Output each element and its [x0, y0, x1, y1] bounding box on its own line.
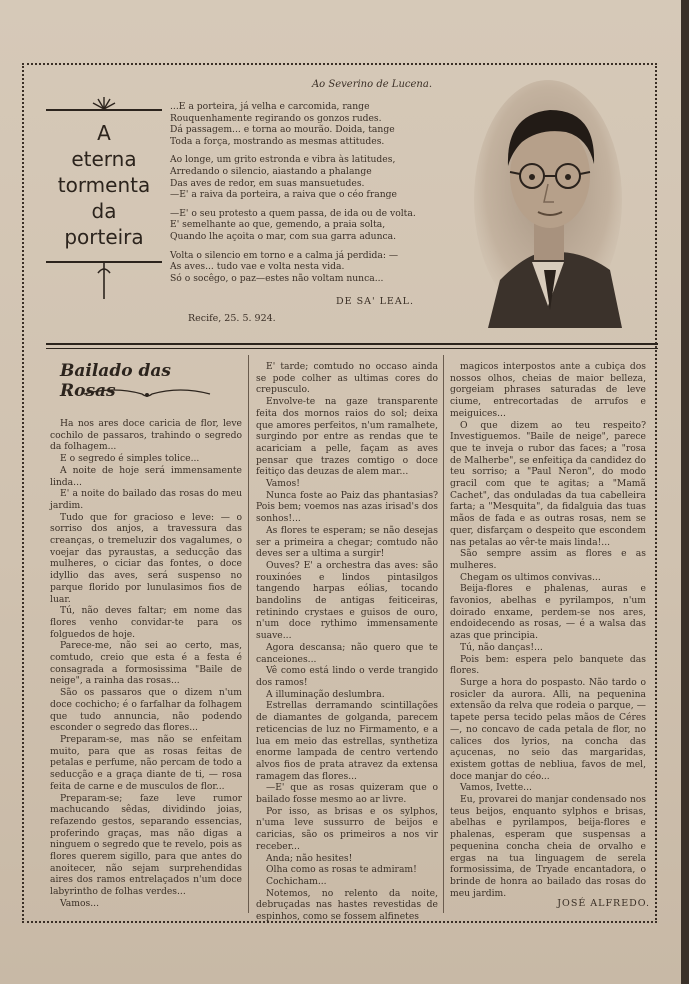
title-line: A: [97, 121, 111, 145]
section-rule-thin: [46, 348, 658, 349]
paragraph: A illuminação deslumbra.: [266, 688, 385, 700]
paragraph: Anda; não hesites!: [266, 852, 353, 864]
poem-line: Ao longe, um grito estronda e vibra às latitudes,: [170, 154, 396, 166]
paragraph: Ouves? E' a orchestra das aves: são rouxinóes e lindos pintasilgos tangendo harpas eólias, tocando bandolins de antigas feiticeiras, retinindo crystaes e guisos de ouro, n'um doce rythimo immensamente suave...: [256, 559, 438, 642]
poem-stanza: [170, 154, 440, 200]
paragraph: Tú, não deves faltar; em nome das flores venho convidar-te para os folguedos de hoje.: [50, 605, 242, 640]
paragraph: São sempre assim as flores e as mulheres.: [450, 548, 646, 571]
paragraph: São os passaros que o dizem n'um doce cochicho; é o farfalhar da folhagem que tudo annuncia, não podendo esconder o segredo das flores...: [50, 687, 242, 734]
poem-body: [170, 101, 440, 291]
poem-line: As aves... tudo vae e volta nesta vida.: [170, 261, 345, 273]
paragraph: Eu, provarei do manjar condensado nos teus beijos, enquanto sylphos e brisas, abelhas e pyrilampos, beija-flores e phalenas, esperam que suspensas a pequenina concha cheia de orvalho e ergas na tua linguagem de serela formosissima, de Tryade encantadora, o brinde de honra ao bailado das rosas do meu jardim.: [450, 794, 646, 899]
paragraph: Vamos...: [60, 897, 99, 909]
paragraph: O que dizem ao teu respeito? Investiguemos. "Baile de neige", parece que te inveja o rubor das faces; a "rosa de Malherbe", se enfeitiça da candidez do teu sorriso; a "Paul Neron", do modo gracil com que te agitas; a "Mamã Cachet", das onduladas da tua cabelleira farta; a "Mesquita", da fidalguia das tuas mãos de fada e as outras rosas, nem se quer, disfarçam o despeito que escondem nas petalas ao vêr-te mais linda!...: [450, 419, 646, 548]
article-column-2: [256, 361, 438, 923]
paragraph: Surge a hora do pospasto. Não tardo o rosicler da aurora. Alli, na pequenina extensão da relva que rodeia o parque, — tapete persa tecido pelas mãos de Céres —, no concavo de cada petala de flor, no calices dos lyrios, na concha das açucenas, no seio das margaridas, existem gottas de nebliua, favos de mel, doce manjar do céo...: [450, 676, 646, 782]
author-portrait: [470, 80, 622, 328]
poem-line: Dá passagem... e torna ao mourão. Doida, tange: [170, 124, 395, 136]
poem-stanza: [170, 208, 440, 243]
title-line: eterna: [71, 147, 137, 171]
article-column-1: [50, 418, 242, 910]
poem-line: Quando lhe açoita o mar, com sua garra adunca.: [170, 230, 397, 242]
title-line: porteira: [64, 225, 144, 249]
poem-line: Arredando o silencio, aiastando a phalange: [170, 165, 372, 177]
poem-line: ...E a porteira, já velha e carcomida, range: [170, 101, 370, 112]
poem-line: —E' o seu protesto a quem passa, de ida ou de volta.: [170, 207, 416, 219]
poem-line: E' semelhante ao que, gemendo, a praia solta,: [170, 219, 386, 231]
title-line: tormenta: [57, 173, 151, 197]
poem-stanza: [170, 101, 440, 147]
flourish-ornament-icon: [82, 386, 212, 402]
paragraph: Por isso, as brisas e os sylphos, n'uma leve sussurro de beijos e caricias, são os primeiros a nos vir receber...: [256, 805, 438, 852]
paragraph: Vê como está lindo o verde trangido dos ramos!: [256, 665, 438, 688]
paragraph: Tú, não danças!...: [460, 641, 543, 653]
paragraph: E' tarde; comtudo no occaso ainda se pode colher as ultimas cores do crepusculo.: [256, 361, 438, 396]
paragraph: Vamos, Ivette...: [460, 782, 532, 794]
poem-title-box: [46, 95, 162, 305]
title-rule-top: [46, 109, 162, 111]
paragraph: Nunca foste ao Paiz das phantasias? Pois bem; voemos nas azas irisad's dos sonhos!...: [256, 489, 438, 525]
poem-line: —E' a raiva da porteira, a raiva que o céo frange: [170, 189, 397, 201]
dedication: Ao Severino de Lucena.: [311, 79, 432, 90]
paragraph: A noite de hoje será immensamente linda...: [50, 464, 242, 488]
poem-line: Só o socêgo, o paz—estes não voltam nunca...: [170, 272, 384, 284]
column-divider: [248, 355, 249, 913]
poem-stanza: [170, 250, 440, 285]
column-divider: [443, 355, 444, 913]
article-column-3: [450, 361, 646, 899]
paragraph: Ha nos ares doce caricia de flor, leve cochilo de passaros, trahindo o segredo da folhagem...: [50, 418, 242, 453]
paragraph: Notemos, no relento da noite, debruçadas nas hastes revestidas de espinhos, como se fossem alfinetes: [256, 887, 438, 923]
page-edge: [681, 0, 689, 984]
paragraph: Cochicham...: [266, 875, 327, 887]
poem-line: Volta o silencio em torno e a calma já perdida: —: [170, 249, 399, 261]
paragraph: —E' que as rosas quizeram que o bailado fosse mesmo ao ar livre.: [256, 782, 438, 806]
paragraph: E' a noite do bailado das rosas do meu jardim.: [50, 488, 242, 511]
poem-title: [46, 120, 162, 250]
paragraph: As flores te esperam; se não desejas ser a primeira a chegar; comtudo não deves ser a ultima a surgir!: [256, 524, 438, 560]
paragraph: Estrellas derramando scintillações de diamantes de golganda, parecem reticencias de luz no Firmamento, e a lua em meio das estrellas, synthetiza enorme lampada de centro vertendo alvos fios de prata atravez da extensa ramagem das flores...: [256, 700, 438, 782]
paragraph: Beija-flores e phalenas, auras e favonios, abelhas e pyrilampos, n'um doirado enxame, perdem-se nos ares, endoidecendo as rosas, — é a walsa das azas que principia.: [450, 583, 646, 642]
title-line: da: [91, 199, 117, 223]
paragraph: Chegam os ultimos convivas...: [460, 571, 601, 583]
paragraph: Agora descansa; não quero que te canceiones...: [256, 641, 438, 665]
paragraph: Parece-me, não sei ao certo, mas, comtudo, creio que esta é a festa é consagrada a formosissima "Baile de neige", a rainha das rosas...: [50, 640, 242, 687]
poem-line: Das aves de redor, em suas mansuetudes.: [170, 177, 365, 189]
paragraph: E o segredo é simples tolice...: [60, 453, 200, 465]
article-title: Bailado das Rosas: [60, 361, 171, 401]
paragraph: Olha como as rosas te admiram!: [266, 864, 417, 876]
poem-line: Rouquenhamente regirando os gonzos rudes.: [170, 112, 382, 124]
poem-date: Recife, 25. 5. 924.: [188, 313, 276, 324]
paragraph: magicos interpostos ante a cubiça dos nossos olhos, cheias de maior belleza, gorgeiam phrases saturadas de leve ciume, entrecortadas de arrufos e meiguices...: [450, 361, 646, 419]
paragraph: Tudo que for gracioso e leve: — o sorriso dos anjos, a travessura das creanças, o tremeluzir dos vagalumes, o voejar das pyraustas, a seducção das mulheres, o ciciar das fontes, o doce idyllio das aves, será suspenso no parque florido por lunulasimos fios de luar.: [50, 511, 242, 605]
paragraph: Preparam-se; faze leve rumor machucando sêdas, dividindo joias, refazendo gestos, separando essencias, proferindo graças, mas não digas a ninguem o segredo que te revelo, pois as flores querem sigillo, para que antes do anoitecer, não sejam surprehendidas aires dos ramos entrelaçados n'um doce labyrintho de folhas verdes...: [50, 792, 242, 898]
article-author: JOSÉ ALFREDO.: [557, 898, 650, 909]
paragraph: Envolve-te na gaze transparente feita dos mornos raios do sol; deixa que amores perfeitos, n'um ramalhete, surgindo por entre as rendas que te acariciam a pelle, façam as aves pensar que trazes comtigo o doce feitiço das deuzas de alem mar...: [256, 396, 438, 478]
arrow-ornament-icon: [96, 263, 112, 301]
paragraph: Pois bem: espera pelo banquete das flores.: [450, 653, 646, 677]
paragraph: Vamos!: [266, 478, 300, 490]
poem-author: DE SA' LEAL.: [336, 296, 415, 307]
poem-line: Toda a força, mostrando as mesmas attitudes.: [170, 135, 385, 147]
section-rule: [46, 343, 658, 345]
paragraph: Preparam-se, mas não se enfeitam muito, para que as rosas feitas de petalas e perfume, não percam de todo a seducção e a graça diante de ti, — rosa feita de carne e de musculos de flor...: [50, 733, 242, 792]
